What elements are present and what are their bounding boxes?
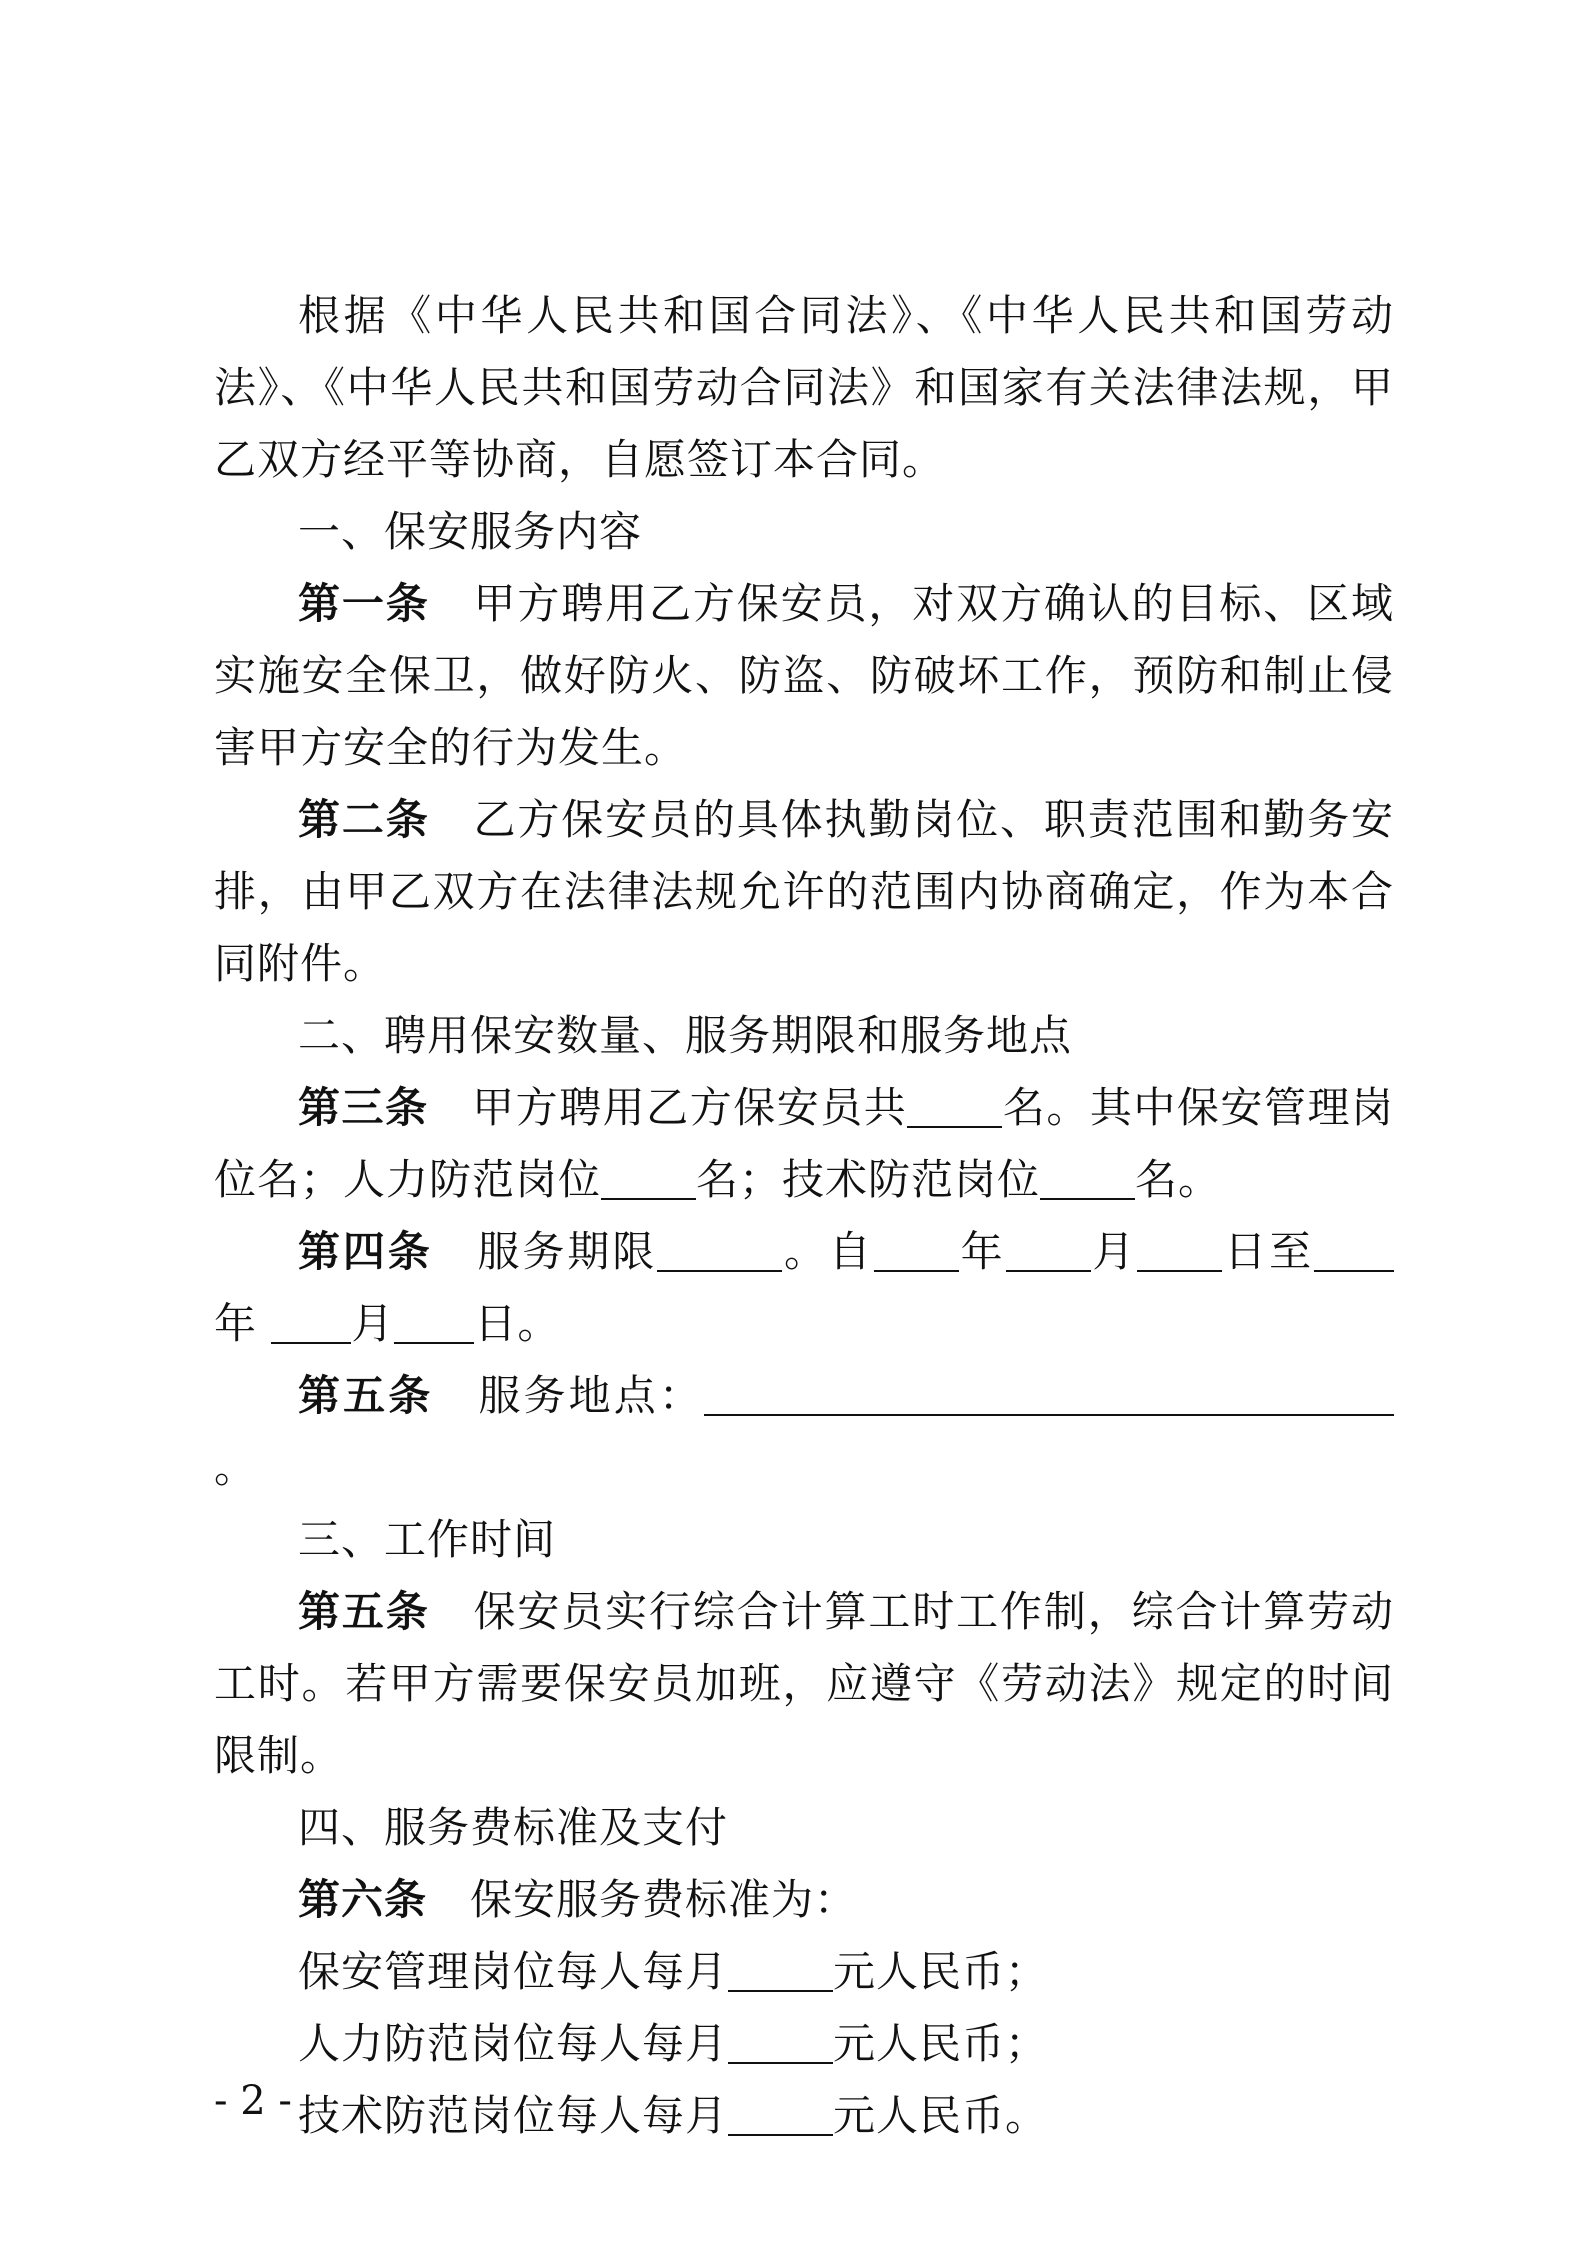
article-text: 名。其中保安管理岗位 (214, 1083, 1394, 1204)
article-label: 第一条 (298, 579, 430, 628)
section-heading-4: 四、服务费标准及支付 (298, 1803, 729, 1852)
article-label: 第三条 (298, 1083, 429, 1132)
article-text: 名；技术防范岗位 (696, 1155, 1041, 1204)
page-number: - 2 - (214, 2078, 292, 2124)
month-text: 月 (1090, 1227, 1138, 1276)
day-to-text: 日至 (1222, 1227, 1314, 1276)
article-text: 保安员实行综合计算工时工作制，综合计算劳动工时。若甲方需要保安员加班，应遵守《劳动法》规定的时间限制。 (214, 1587, 1394, 1780)
year-text: 年 (214, 1299, 258, 1348)
article-label: 第五条 (298, 1587, 430, 1636)
technical-fee-blank[interactable] (728, 2090, 833, 2136)
section-heading-2: 二、聘用保安数量、服务期限和服务地点 (298, 1011, 1073, 1060)
fee-unit: 元人民币； (833, 2019, 1049, 2068)
fee-label: 保安管理岗位每人每月 (298, 1947, 729, 1996)
fee-line-management (214, 1936, 1394, 2008)
article-text: 甲方聘用乙方保安员共 (472, 1083, 908, 1132)
article-text: 甲方聘用乙方保安员，对双方确认的目标、区域实施安全保卫，做好防火、防盗、防破坏工作，预防和制止侵害甲方安全的行为发生。 (214, 579, 1394, 772)
end-month-blank[interactable] (271, 1298, 351, 1344)
end-day-blank[interactable] (394, 1298, 474, 1344)
manpower-fee-blank[interactable] (728, 2018, 833, 2064)
management-fee-blank[interactable] (728, 1946, 833, 1992)
section-heading-3: 三、工作时间 (298, 1515, 557, 1564)
year-text: 年 (958, 1227, 1006, 1276)
document-body (214, 280, 1394, 2152)
fee-line-technical (214, 2080, 1394, 2152)
service-location-blank[interactable] (704, 1370, 1394, 1416)
service-term-blank[interactable] (657, 1226, 782, 1272)
day-text: 日。 (474, 1299, 561, 1348)
article-2 (214, 784, 1394, 1000)
start-month-blank[interactable] (1006, 1226, 1091, 1272)
article-5 (214, 1360, 1394, 1504)
article-3 (214, 1072, 1394, 1216)
article-4 (214, 1216, 1394, 1360)
article-6 (214, 1864, 1394, 1936)
guard-total-blank[interactable] (907, 1082, 1002, 1128)
end-year-blank[interactable] (1314, 1226, 1394, 1272)
article-label: 第六条 (298, 1875, 428, 1924)
article-label: 第二条 (298, 795, 430, 844)
fee-label: 人力防范岗位每人每月 (298, 2019, 729, 2068)
article-text: 。自 (782, 1227, 874, 1276)
article-text: 乙方保安员的具体执勤岗位、职责范围和勤务安排，由甲乙双方在法律法规允许的范围内协商确定，作为本合同附件。 (214, 795, 1394, 988)
start-day-blank[interactable] (1137, 1226, 1222, 1272)
article-1 (214, 568, 1394, 784)
article-text: 名；人力防范岗位 (257, 1155, 602, 1204)
article-text: 名。 (1135, 1155, 1222, 1204)
article-text: 保安服务费标准为： (470, 1875, 858, 1924)
manpower-post-blank[interactable] (601, 1154, 696, 1200)
tech-post-blank[interactable] (1040, 1154, 1135, 1200)
article-5b (214, 1576, 1394, 1792)
month-text: 月 (351, 1299, 395, 1348)
article-text: 服务期限 (477, 1227, 658, 1276)
fee-unit: 元人民币； (833, 1947, 1049, 1996)
fee-unit: 元人民币。 (833, 2091, 1049, 2140)
article-label: 第四条 (298, 1227, 433, 1276)
start-year-blank[interactable] (874, 1226, 959, 1272)
intro-paragraph: 根据《中华人民共和国合同法》、《中华人民共和国劳动法》、《中华人民共和国劳动合同法》和国家有关法律法规，甲乙双方经平等协商，自愿签订本合同。 (214, 291, 1394, 484)
article-label: 第五条 (298, 1371, 434, 1420)
article-text: 。 (214, 1443, 258, 1492)
fee-line-manpower (214, 2008, 1394, 2080)
article-text: 服务地点： (478, 1371, 704, 1420)
fee-label: 技术防范岗位每人每月 (298, 2091, 729, 2140)
section-heading-1: 一、保安服务内容 (298, 507, 643, 556)
